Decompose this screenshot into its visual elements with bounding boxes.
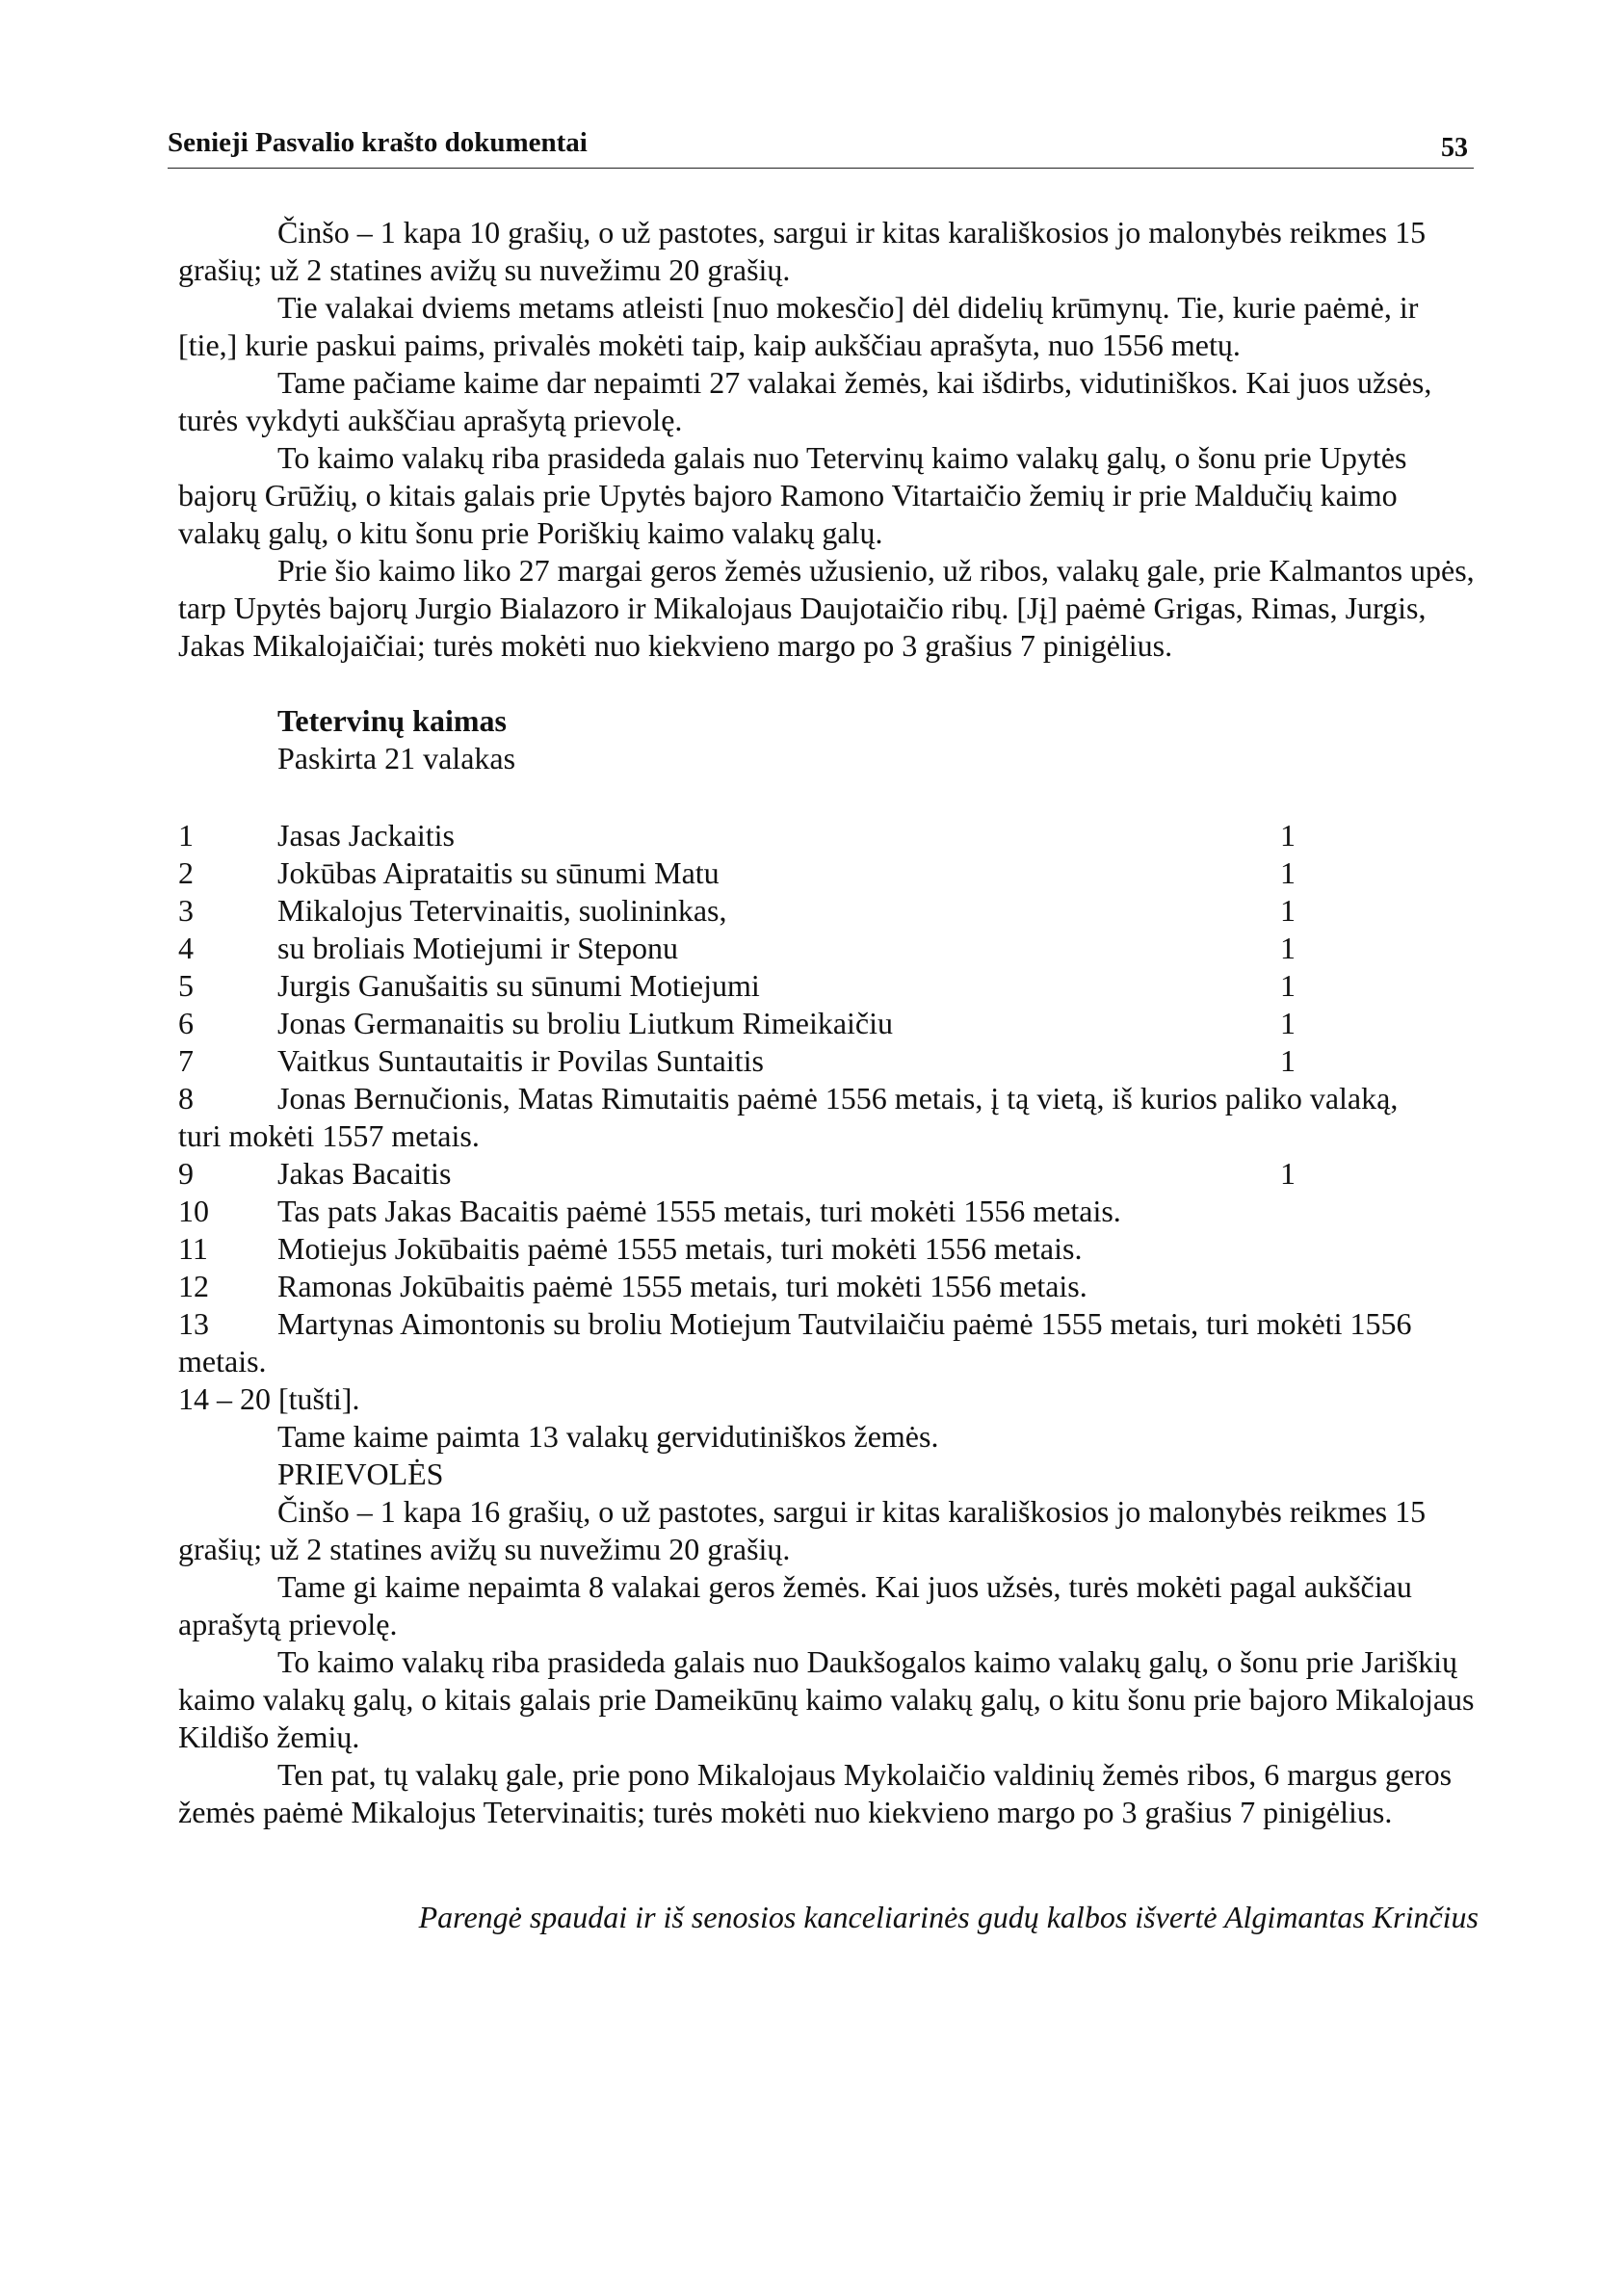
duties-heading: PRIEVOLĖS <box>277 1457 444 1491</box>
list-item <box>178 1230 1479 1268</box>
entry-text: Jonas Bernučionis, Matas Rimutaitis paėmė 1556 metais, į tą vietą, iš kurios paliko valaką, <box>277 1081 1399 1116</box>
entry-number: 2 <box>178 855 194 890</box>
list-item <box>178 1193 1479 1230</box>
entry-text: Vaitkus Suntautaitis ir Povilas Suntaitis <box>277 1043 764 1078</box>
entry-number: 12 <box>178 1269 209 1303</box>
entry-count: 1 <box>1280 855 1296 890</box>
entry-text: Jonas Germanaitis su broliu Liutkum Rimeikaičiu <box>277 1006 894 1040</box>
entry-text: Jurgis Ganušaitis su sūnumi Motiejumi <box>277 968 760 1003</box>
list-item <box>178 967 1479 1005</box>
entry-text: Martynas Aimontonis su broliu Motiejum Tautvilaičiu paėmė 1555 metais, turi mokėti 1556 <box>277 1306 1412 1341</box>
list-item <box>178 854 1479 892</box>
list-item <box>178 1080 1479 1117</box>
entry-text: Ramonas Jokūbaitis paėmė 1555 metais, turi mokėti 1556 metais. <box>277 1269 1087 1303</box>
entry-count: 1 <box>1280 1043 1296 1078</box>
entry-number: 4 <box>178 931 194 965</box>
entry-number: 13 <box>178 1306 209 1341</box>
entry-count: 1 <box>1280 893 1296 928</box>
entry-count: 1 <box>1280 931 1296 965</box>
list-item <box>178 1268 1479 1305</box>
entry-count: 1 <box>1280 1006 1296 1040</box>
entry-number: 7 <box>178 1043 194 1078</box>
list-item <box>178 1005 1479 1042</box>
section-subheading: Paskirta 21 valakas <box>277 741 516 775</box>
entry-text: Jakas Bacaitis <box>277 1156 452 1191</box>
entry-text: Jasas Jackaitis <box>277 818 455 853</box>
paragraph: Tame kaime paimta 13 valakų gervidutiniškos žemės. <box>277 1419 939 1454</box>
journal-title: Senieji Pasvalio krašto dokumentai <box>168 127 588 158</box>
entry-number: 10 <box>178 1194 209 1228</box>
list-item <box>178 1155 1479 1193</box>
entry-continuation: turi mokėti 1557 metais. <box>178 1118 480 1153</box>
list-item <box>178 1042 1479 1080</box>
paragraph: To kaimo valakų riba prasideda galais nuo Daukšogalos kaimo valakų galų, o šonu prie Jariškių kaimo valakų galų, o kitais galais prie Dameikūnų kaimo valakų galų, o kitu šonu prie bajoro Mikalojaus Kildišo žemių. <box>178 1644 1475 1754</box>
paragraph: Tame pačiame kaime dar nepaimti 27 valakai žemės, kai išdirbs, vidutiniškos. Kai juos užsės, turės vykdyti aukščiau aprašytą prievolę. <box>178 365 1432 437</box>
running-header <box>168 123 1474 169</box>
entry-text: su broliais Motiejumi ir Steponu <box>277 931 678 965</box>
translator-signature: Parengė spaudai ir iš senosios kanceliarinės gudų kalbos išvertė Algimantas Krinčius <box>418 1900 1479 1934</box>
entry-list <box>178 817 1479 1418</box>
entry-text: Mikalojus Tetervinaitis, suolininkas, <box>277 893 727 928</box>
empty-range: 14 – 20 [tušti]. <box>178 1381 360 1416</box>
paragraph: Tie valakai dviems metams atleisti [nuo mokesčio] dėl didelių krūmynų. Tie, kurie paėmė, ir [tie,] kurie paskui paims, privalės mokėti taip, kaip aukščiau aprašyta, nuo 1556 metų. <box>178 290 1419 362</box>
entry-continuation: metais. <box>178 1344 267 1378</box>
entry-number: 3 <box>178 893 194 928</box>
entry-number: 5 <box>178 968 194 1003</box>
paragraph: Ten pat, tų valakų gale, prie pono Mikalojaus Mykolaičio valdinių žemės ribos, 6 margus geros žemės paėmė Mikalojus Tetervinaitis; turės mokėti nuo kiekvieno margo po 3 grašius 7 pinigėlius. <box>178 1757 1453 1829</box>
list-item <box>178 892 1479 930</box>
page-body <box>178 214 1479 1831</box>
paragraph: Prie šio kaimo liko 27 margai geros žemės užusienio, už ribos, valakų gale, prie Kalmantos upės, tarp Upytės bajorų Jurgio Bialazoro ir Mikalojaus Daujotaičio ribų. [Jį] paėmė Grigas, Rimas, Jurgis, Jakas Mikalojaičiai; turės mokėti nuo kiekvieno margo po 3 grašius 7 pinigėlius. <box>178 553 1475 663</box>
paragraph: Činšo – 1 kapa 16 grašių, o už pastotes, sargui ir kitas karališkosios jo malonybės reikmes 15 grašių; už 2 statines avižų su nuvežimu 20 grašių. <box>178 1494 1427 1566</box>
entry-number: 9 <box>178 1156 194 1191</box>
page-number: 53 <box>1441 133 1468 163</box>
entry-count: 1 <box>1280 968 1296 1003</box>
entry-number: 8 <box>178 1081 194 1116</box>
section-heading: Tetervinų kaimas <box>277 703 507 738</box>
list-item <box>178 817 1479 854</box>
entry-text: Tas pats Jakas Bacaitis paėmė 1555 metais, turi mokėti 1556 metais. <box>277 1194 1121 1228</box>
entry-text: Jokūbas Aiprataitis su sūnumi Matu <box>277 855 720 890</box>
entry-number: 1 <box>178 818 194 853</box>
entry-number: 6 <box>178 1006 194 1040</box>
paragraph: Tame gi kaime nepaimta 8 valakai geros žemės. Kai juos užsės, turės mokėti pagal aukščiau aprašytą prievolę. <box>178 1569 1412 1641</box>
list-item <box>178 930 1479 967</box>
entry-text: Motiejus Jokūbaitis paėmė 1555 metais, turi mokėti 1556 metais. <box>277 1231 1083 1266</box>
entry-count: 1 <box>1280 1156 1296 1191</box>
paragraph: To kaimo valakų riba prasideda galais nuo Tetervinų kaimo valakų galų, o šonu prie Upytės bajorų Grūžių, o kitais galais prie Upytės bajoro Ramono Vitartaičio žemių ir prie Maldučių kaimo valakų galų, o kitu šonu prie Poriškių kaimo valakų galų. <box>178 440 1407 550</box>
entry-count: 1 <box>1280 818 1296 853</box>
entry-number: 11 <box>178 1231 208 1266</box>
list-item <box>178 1305 1479 1343</box>
paragraph: Činšo – 1 kapa 10 grašių, o už pastotes, sargui ir kitas karališkosios jo malonybės reikmes 15 grašių; už 2 statines avižų su nuvežimu 20 grašių. <box>178 215 1427 287</box>
